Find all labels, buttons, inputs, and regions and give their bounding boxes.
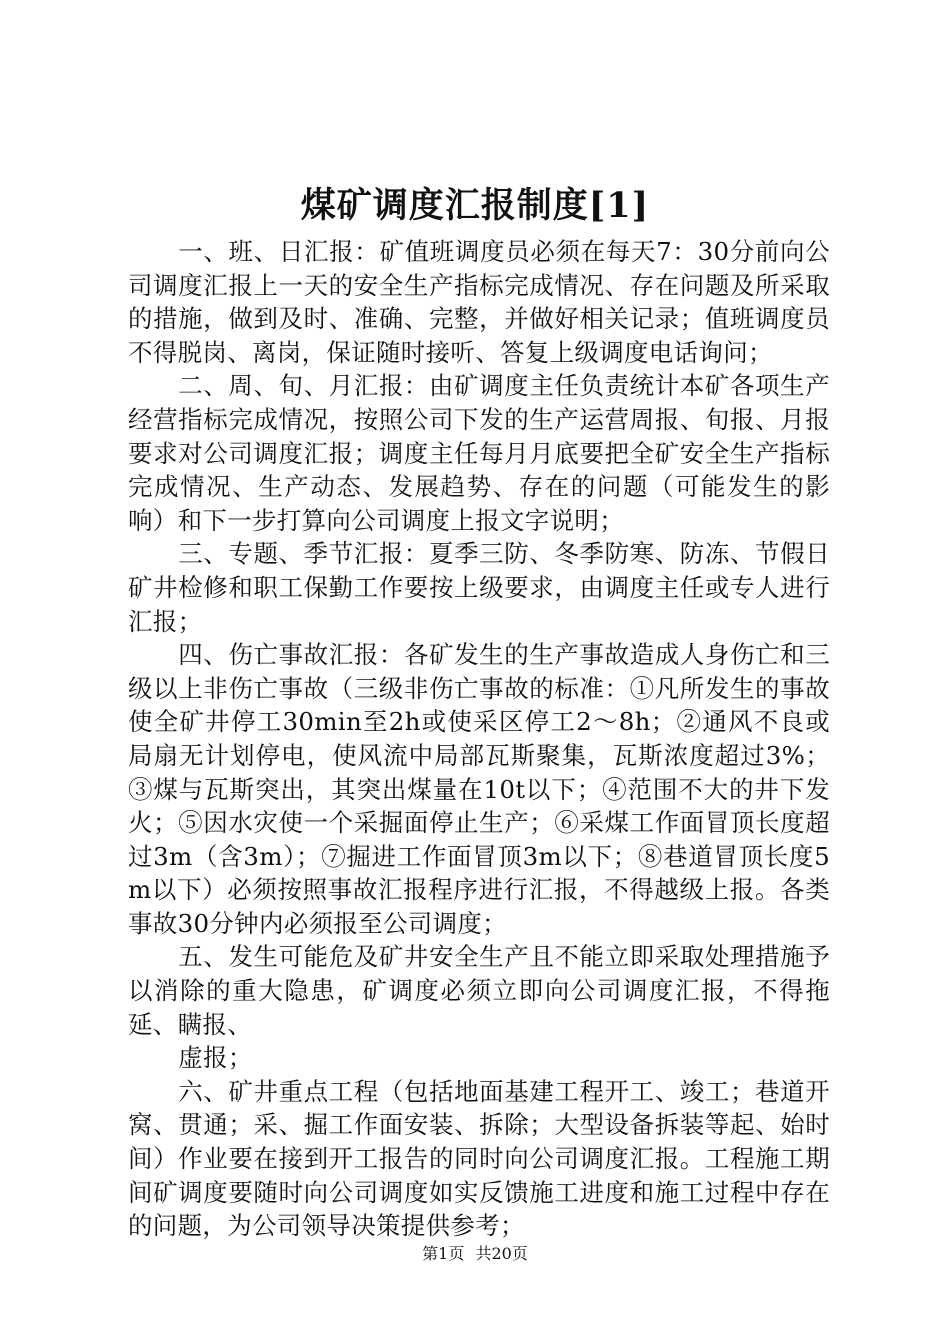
paragraph-seasonal-report: 三、专题、季节汇报：夏季三防、冬季防寒、防冻、节假日矿井检修和职工保勤工作要按上级要求，由调度主任或专人进行汇报； <box>128 539 830 636</box>
page-number: 第1页 <box>422 1244 465 1263</box>
paragraph-key-projects: 六、矿井重点工程（包括地面基建工程开工、竣工；巷道开窝、贯通；采、掘工作面安装、拆除；大型设备拆装等起、始时间）作业要在接到开工报告的同时向公司调度汇报。工程施工期间矿调度要随时向公司调度如实反馈施工进度和施工过程中存在的问题，为公司领导决策提供参考； <box>128 1076 830 1241</box>
paragraph-false-report: 虚报； <box>178 1043 253 1073</box>
document-body <box>128 235 830 1243</box>
document-title: 煤矿调度汇报制度[1] <box>300 185 650 226</box>
paragraph-accident-report: 四、伤亡事故汇报：各矿发生的生产事故造成人身伤亡和三级以上非伤亡事故（三级非伤亡事故的标准：①凡所发生的事故使全矿井停工30min至2h或使采区停工2～8h；②通风不良或局扇无计划停电，使风流中局部瓦斯聚集，瓦斯浓度超过3%；③煤与瓦斯突出，其突出煤量在10t以下；④范围不大的井下发火；⑤因水灾使一个采掘面停止生产；⑥采煤工作面冒顶长度超过3m（含3m）；⑦掘进工作面冒顶3m以下；⑧巷道冒顶长度5m以下）必须按照事故汇报程序进行汇报，不得越级上报。各类事故30分钟内必须报至公司调度； <box>128 640 830 938</box>
page-footer <box>0 1243 950 1265</box>
page-total: 共20页 <box>475 1244 528 1263</box>
paragraph-periodic-report: 二、周、旬、月汇报：由矿调度主任负责统计本矿各项生产经营指标完成情况，按照公司下发的生产运营周报、旬报、月报要求对公司调度汇报；调度主任每月月底要把全矿安全生产指标完成情况、生产动态、发展趋势、存在的问题（可能发生的影响）和下一步打算向公司调度上报文字说明； <box>128 371 830 535</box>
paragraph-hazard-report: 五、发生可能危及矿井安全生产且不能立即采取处理措施予以消除的重大隐患，矿调度必须立即向公司调度汇报，不得拖延、瞒报、 <box>128 942 830 1039</box>
paragraph-daily-report: 一、班、日汇报：矿值班调度员必须在每天7：30分前向公司调度汇报上一天的安全生产指标完成情况、存在问题及所采取的措施，做到及时、准确、完整，并做好相关记录；值班调度员不得脱岗、离岗，保证随时接听、答复上级调度电话询问； <box>128 237 830 367</box>
